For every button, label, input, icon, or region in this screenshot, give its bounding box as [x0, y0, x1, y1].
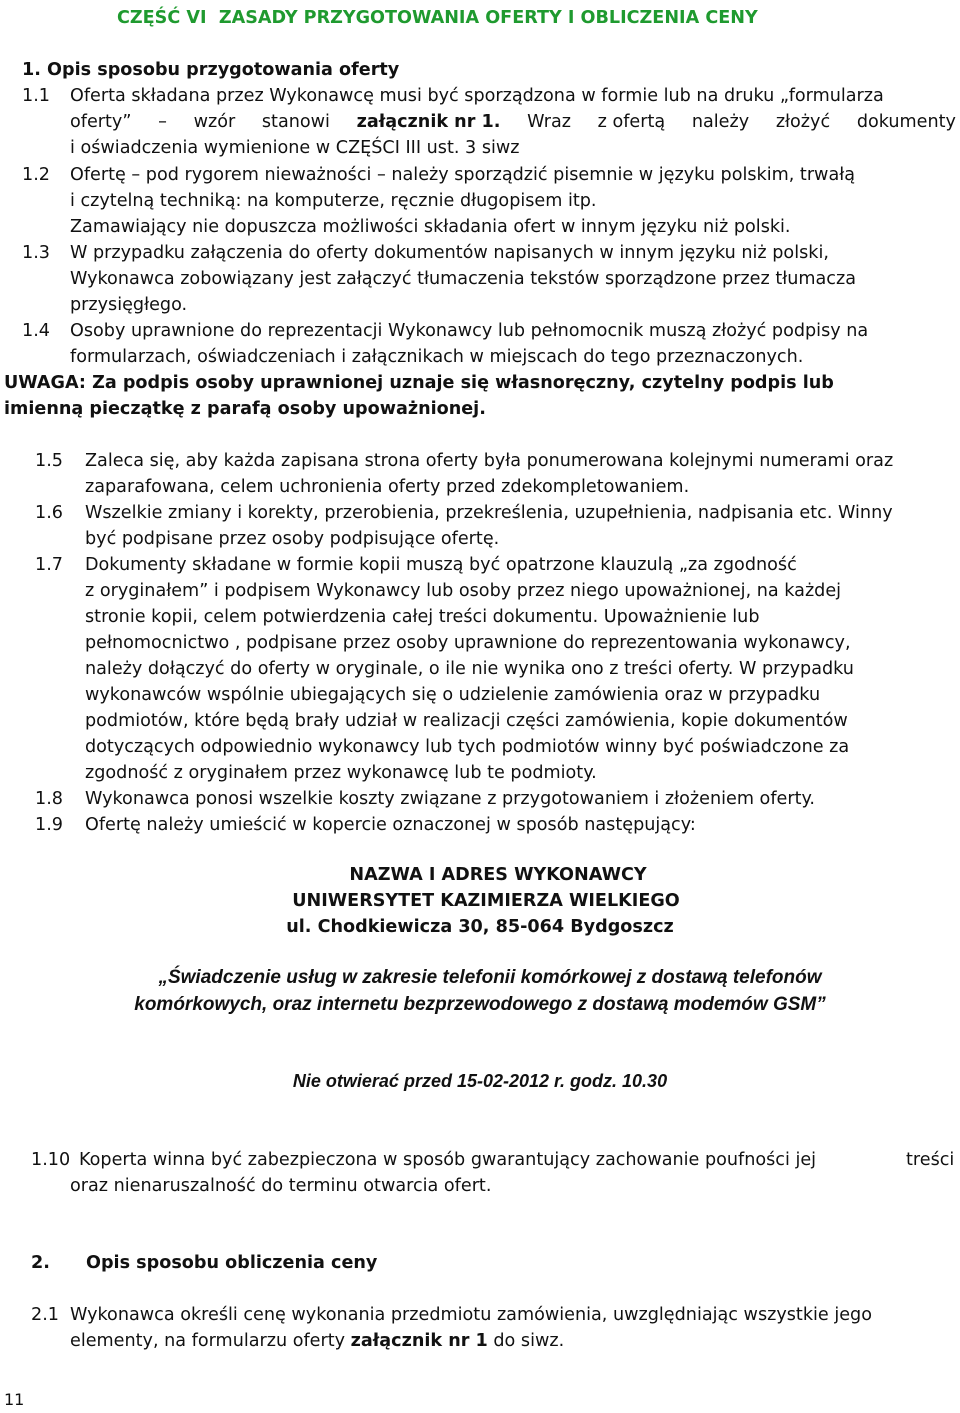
p1-1-line1: Oferta składana przez Wykonawcę musi być sporządzona w formie lub na druku „formularza [70, 86, 884, 106]
do-not-open-notice: Nie otwierać przed 15-02-2012 r. godz. 10.30 [292, 1071, 668, 1091]
num-1-4: 1.4 [22, 321, 50, 341]
p1-7-line3: stronie kopii, celem potwierdzenia całej treści dokumentu. Upoważnienie lub [85, 607, 760, 627]
subject-line1: „Świadczenie usług w zakresie telefonii komórkowej z dostawą telefonów [158, 967, 822, 988]
part-heading [117, 5, 758, 31]
num-1-9: 1.9 [35, 815, 63, 835]
section-2-title: Opis sposobu obliczenia ceny [86, 1253, 378, 1273]
envelope-line2: UNIWERSYTET KAZIMIERZA WIELKIEGO [292, 891, 680, 911]
uwaga-line1: UWAGA: Za podpis osoby uprawnionej uznaje się własnoręczny, czytelny podpis lub [4, 373, 834, 393]
num-1-5: 1.5 [35, 451, 63, 471]
p1-10-line2: oraz nienaruszalność do terminu otwarcia ofert. [70, 1176, 492, 1196]
p2-1-line2: elementy, na formularzu oferty załącznik nr 1 do siwz. [70, 1331, 565, 1351]
p1-7-line6: wykonawców wspólnie ubiegających się o udzielenie zamówienia oraz w przypadku [85, 685, 821, 705]
num-1-8: 1.8 [35, 789, 63, 809]
p1-7-line7: podmiotów, które będą brały udział w realizacji części zamówienia, kopie dokumentów [85, 711, 848, 731]
num-1-10: 1.10 [31, 1150, 71, 1170]
p1-3-line2: Wykonawca zobowiązany jest załączyć tłumaczenia tekstów sporządzone przez tłumacza [70, 269, 856, 289]
uwaga-line2: imienną pieczątkę z parafą osoby upoważnionej. [4, 399, 486, 419]
num-1-2: 1.2 [22, 165, 50, 185]
num-2-1: 2.1 [31, 1305, 59, 1325]
p1-4-line1: Osoby uprawnione do reprezentacji Wykonawcy lub pełnomocnik muszą złożyć podpisy na [70, 321, 869, 341]
page-number: 11 [4, 1390, 25, 1409]
envelope-line1: NAZWA I ADRES WYKONAWCY [349, 865, 647, 885]
p1-7-line1: Dokumenty składane w formie kopii muszą być opatrzone klauzulą „za zgodność [85, 555, 797, 575]
p1-2-line1: Ofertę – pod rygorem nieważności – należy sporządzić pisemnie w języku polskim, trwałą [70, 165, 856, 185]
section-1-title: 1. Opis sposobu przygotowania oferty [22, 60, 400, 80]
num-1-1: 1.1 [22, 86, 50, 106]
p1-7-line9: zgodność z oryginałem przez wykonawcę lub te podmioty. [85, 763, 597, 783]
attachment-ref: załącznik nr 1. [356, 112, 501, 132]
subject-line2: komórkowych, oraz internetu bezprzewodowego z dostawą modemów GSM” [134, 994, 826, 1015]
p1-4-line2: formularzach, oświadczeniach i załącznikach w miejscach do tego przeznaczonych. [70, 347, 804, 367]
p1-7-line2: z oryginałem” i podpisem Wykonawcy lub osoby przez niego upoważnionej, na każdej [85, 581, 842, 601]
p1-2-line3: Zamawiający nie dopuszcza możliwości składania ofert w innym języku niż polski. [70, 217, 791, 237]
p1-10-line1a: Koperta winna być zabezpieczona w sposób gwarantujący zachowanie poufności jej [79, 1150, 817, 1170]
p1-3-line1: W przypadku załączenia do oferty dokumentów napisanych w innym języku niż polski, [70, 243, 829, 263]
p1-5-line2: zaparafowana, celem uchronienia oferty przed zdekompletowaniem. [85, 477, 690, 497]
part-label: CZĘŚĆ VI [117, 8, 207, 28]
p2-1-line1: Wykonawca określi cenę wykonania przedmiotu zamówienia, uwzględniając wszystkie jego [70, 1305, 872, 1325]
p1-3-line3: przysięgłego. [70, 295, 188, 315]
p1-1-line3: i oświadczenia wymienione w CZĘŚCI III ust. 3 siwz [70, 138, 520, 158]
envelope-line3: ul. Chodkiewicza 30, 85-064 Bydgoszcz [286, 917, 674, 937]
num-1-7: 1.7 [35, 555, 63, 575]
p1-6-line1: Wszelkie zmiany i korekty, przerobienia, przekreślenia, uzupełnienia, nadpisania etc. Winny [85, 503, 893, 523]
num-1-3: 1.3 [22, 243, 50, 263]
section-2-number: 2. [31, 1253, 50, 1273]
p1-7-line4: pełnomocnictwo , podpisane przez osoby uprawnione do reprezentowania wykonawcy, [85, 633, 851, 653]
p1-9-line1: Ofertę należy umieścić w kopercie oznaczonej w sposób następujący: [85, 815, 696, 835]
p1-8-line1: Wykonawca ponosi wszelkie koszty związane z przygotowaniem i złożeniem oferty. [85, 789, 815, 809]
p1-1-line2: oferty” – wzór stanowi załącznik nr 1. Wraz z ofertą należy złożyć dokumenty [70, 109, 956, 135]
attachment-ref-2: załącznik nr 1 [350, 1331, 488, 1351]
part-title: ZASADY PRZYGOTOWANIA OFERTY I OBLICZENIA CENY [218, 8, 758, 28]
p1-10-line1b: treści [906, 1150, 955, 1170]
num-1-6: 1.6 [35, 503, 63, 523]
p1-2-line2: i czytelną techniką: na komputerze, ręcznie długopisem itp. [70, 191, 597, 211]
p1-7-line5: należy dołączyć do oferty w oryginale, o ile nie wynika ono z treści oferty. W przypadku [85, 659, 854, 679]
p1-7-line8: dotyczących odpowiednio wykonawcy lub tych podmiotów winny być poświadczone za [85, 737, 850, 757]
p1-6-line2: być podpisane przez osoby podpisujące ofertę. [85, 529, 500, 549]
p1-5-line1: Zaleca się, aby każda zapisana strona oferty była ponumerowana kolejnymi numerami oraz [85, 451, 894, 471]
